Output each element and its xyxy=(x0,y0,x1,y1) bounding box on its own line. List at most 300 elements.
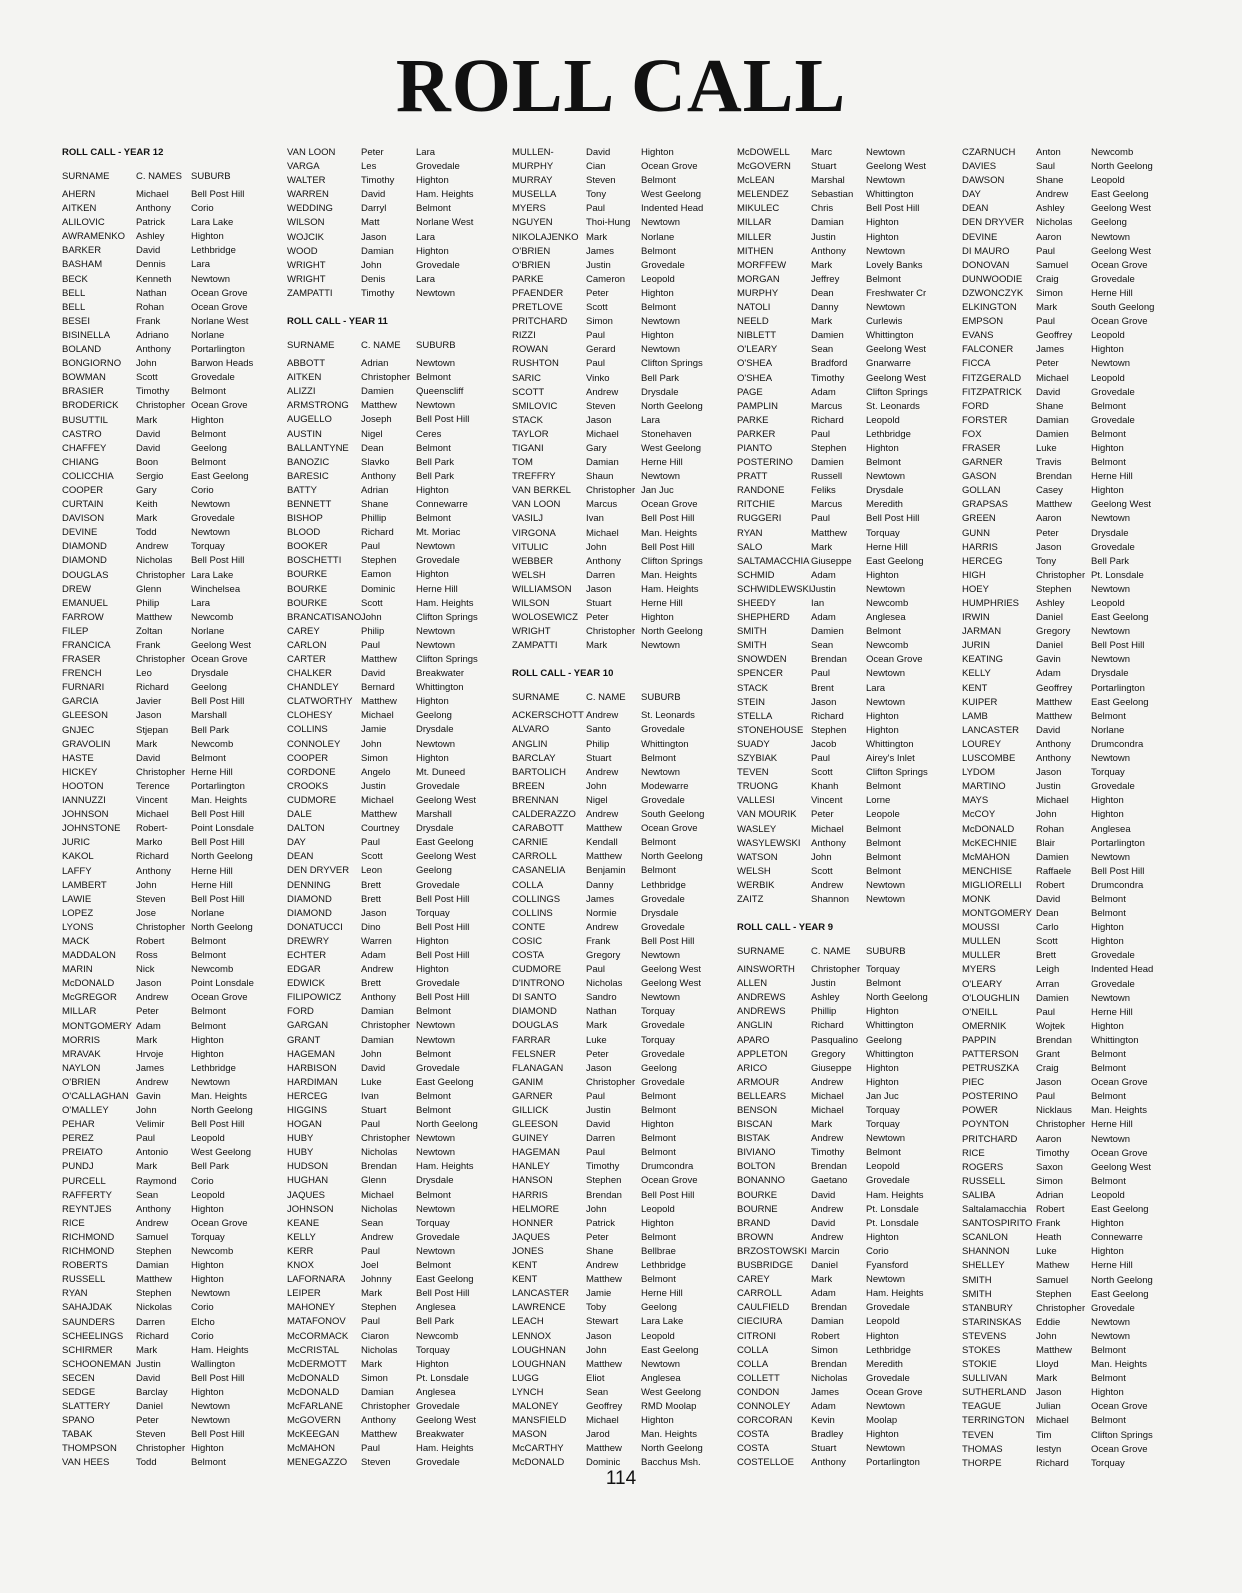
surname: WILSON xyxy=(287,217,325,229)
student-row xyxy=(737,625,901,639)
student-row xyxy=(287,625,456,639)
student-row xyxy=(287,357,456,371)
given-name: Frank xyxy=(586,935,611,947)
given-name: James xyxy=(586,893,614,905)
suburb: Ocean Grove xyxy=(191,992,248,1004)
student-row xyxy=(512,1245,676,1259)
surname: BLOOD xyxy=(287,527,321,539)
student-row xyxy=(62,1372,245,1386)
given-name: Aaron xyxy=(1036,1133,1062,1145)
student-row xyxy=(737,442,899,456)
given-name: Nicholas xyxy=(811,1372,848,1384)
given-name: Damian xyxy=(811,1316,844,1328)
given-name: Daniel xyxy=(1036,612,1063,624)
given-name: Justin xyxy=(361,780,386,792)
surname: JAQUES xyxy=(287,1189,326,1201)
student-row xyxy=(287,611,478,625)
suburb: Belmont xyxy=(1091,710,1126,722)
student-row xyxy=(737,597,909,611)
suburb: Norlane xyxy=(191,907,225,919)
student-row xyxy=(287,1132,456,1146)
suburb: Highton xyxy=(191,1048,224,1060)
given-name: Robert xyxy=(1036,879,1065,891)
surname: NEELD xyxy=(737,316,769,328)
given-name: Saxon xyxy=(1036,1161,1063,1173)
suburb: Newtown xyxy=(191,1401,231,1413)
student-row xyxy=(287,1414,477,1428)
suburb: Lara xyxy=(866,682,886,694)
given-name: Peter xyxy=(586,287,609,299)
suburb: Whittington xyxy=(866,738,914,750)
given-name: Stuart xyxy=(811,1443,837,1455)
surname: POWER xyxy=(962,1105,998,1117)
suburb: Highton xyxy=(191,414,224,426)
student-row xyxy=(512,273,675,287)
surname: JURIC xyxy=(62,837,90,849)
student-row xyxy=(737,1344,911,1358)
section-heading: ROLL CALL - YEAR 11 xyxy=(287,316,388,328)
suburb: Belmont xyxy=(191,950,226,962)
suburb: St. Leonards xyxy=(866,400,920,412)
suburb: Geelong West xyxy=(416,851,477,863)
student-row xyxy=(737,1203,919,1217)
surname: BOLTON xyxy=(737,1161,776,1173)
surname: RUSHTON xyxy=(512,358,559,370)
surname: SZYBIAK xyxy=(737,753,778,765)
surname: SALTAMACCHIA xyxy=(737,555,810,567)
suburb: Fyansford xyxy=(866,1260,909,1272)
student-row xyxy=(62,597,211,611)
given-name: Geoffrey xyxy=(586,1400,623,1412)
given-name: Rohan xyxy=(136,301,164,313)
surname: COLICCHIA xyxy=(62,470,114,482)
given-name: Matthew xyxy=(361,809,397,821)
surname: McCARTHY xyxy=(512,1443,564,1455)
column-headers xyxy=(512,681,681,709)
suburb: Newtown xyxy=(191,527,231,539)
surname: LOUREY xyxy=(962,738,1002,750)
student-row xyxy=(512,879,686,893)
given-name: Christopher xyxy=(361,1133,411,1145)
surname: STELLA xyxy=(737,710,773,722)
suburb: Man. Heights xyxy=(191,1091,247,1102)
student-row xyxy=(287,864,452,878)
given-name: Darren xyxy=(136,1316,166,1328)
surname: McLEAN xyxy=(737,175,775,187)
surname: MRAVAK xyxy=(62,1048,101,1060)
student-row xyxy=(737,315,903,329)
student-row xyxy=(287,442,451,456)
surname: PIANTO xyxy=(737,442,773,454)
given-name: Andrew xyxy=(811,1133,844,1145)
given-name: Christopher xyxy=(136,921,186,933)
suburb: Drumcondra xyxy=(1091,738,1144,750)
student-row xyxy=(62,850,253,864)
suburb: North Geelong xyxy=(191,921,253,933)
student-row xyxy=(737,527,900,541)
suburb: Grovedale xyxy=(1091,781,1135,793)
student-row xyxy=(512,1400,697,1414)
surname: FURNARI xyxy=(62,682,105,694)
student-row xyxy=(287,202,451,216)
given-name: John xyxy=(361,738,382,750)
student-row xyxy=(287,1005,451,1019)
suburb: Highton xyxy=(866,231,899,243)
suburb: Torquay xyxy=(866,1119,900,1131)
given-name: Khanh xyxy=(811,781,839,793)
student-row xyxy=(287,1034,456,1048)
given-name: John xyxy=(586,541,607,553)
surname: McCOY xyxy=(962,809,996,821)
surname: MARIN xyxy=(62,964,93,976)
suburb: Geelong xyxy=(1091,217,1127,229)
surname: SCANLON xyxy=(962,1232,1008,1244)
student-row xyxy=(512,836,676,850)
surname: COSTA xyxy=(737,1443,770,1455)
given-name: Tony xyxy=(1036,555,1057,567)
student-row xyxy=(512,1315,684,1329)
given-name: Steven xyxy=(136,893,166,905)
given-name: Casey xyxy=(1036,485,1063,497)
given-name: Benjamin xyxy=(586,865,626,877)
student-row xyxy=(737,1104,900,1118)
suburb: Newtown xyxy=(641,217,681,229)
given-name: Damien xyxy=(1036,992,1069,1004)
surname: ZAMPATTI xyxy=(512,640,558,652)
surname: MYERS xyxy=(512,203,546,215)
student-row xyxy=(62,301,248,315)
surname: McDERMOTT xyxy=(287,1358,347,1370)
given-name: Kenneth xyxy=(136,273,172,285)
suburb: Grovedale xyxy=(641,921,685,933)
suburb: Belmont xyxy=(641,1274,676,1286)
suburb: Grovedale xyxy=(1091,950,1135,962)
suburb: Highton xyxy=(1091,795,1124,807)
suburb: Belmont xyxy=(191,935,226,947)
surname: BRZOSTOWSKI xyxy=(737,1245,808,1257)
surname: STEIN xyxy=(737,696,765,708)
surname: KELLY xyxy=(962,668,991,680)
surname: McMAHON xyxy=(962,851,1011,863)
given-name: Johnny xyxy=(361,1274,392,1286)
surname: SHEPHERD xyxy=(737,612,790,624)
suburb: Belmont xyxy=(641,1147,676,1159)
surname: VAN LOON xyxy=(287,147,336,158)
given-name: Frank xyxy=(136,640,161,651)
suburb: Bell Park xyxy=(416,1316,455,1328)
surname: McKEEGAN xyxy=(287,1429,340,1441)
student-row xyxy=(287,399,456,413)
given-name: Iestyn xyxy=(1036,1443,1062,1455)
surname: WOJCIK xyxy=(287,231,324,243)
surname: FICCA xyxy=(962,358,991,370)
suburb: Man. Heights xyxy=(641,569,697,581)
given-name: Antonio xyxy=(136,1147,169,1159)
suburb: Newtown xyxy=(1091,1316,1131,1328)
suburb: Newtown xyxy=(641,471,681,483)
student-row xyxy=(287,1287,470,1301)
suburb: Grovedale xyxy=(866,1175,910,1187)
surname: O'SHEA xyxy=(737,358,773,370)
surname: HOOTON xyxy=(62,780,104,792)
given-name: Paul xyxy=(811,428,831,440)
surname: SEDGE xyxy=(62,1386,96,1398)
student-row xyxy=(62,188,245,202)
student-row xyxy=(512,794,685,808)
surname: BOURKE xyxy=(287,569,328,581)
surname: GREEN xyxy=(962,513,996,525)
student-row xyxy=(512,202,704,216)
given-name: Barclay xyxy=(136,1386,168,1398)
given-name: Dean xyxy=(811,287,834,299)
suburb: Leopold xyxy=(866,1316,900,1328)
student-row xyxy=(737,357,911,371)
surname: LUSCOMBE xyxy=(962,753,1016,765)
surname: WEBBER xyxy=(512,555,554,567)
student-row xyxy=(512,470,681,484)
surname: MOUSSI xyxy=(962,922,1000,934)
student-row xyxy=(512,343,681,357)
given-name: Bradford xyxy=(811,358,848,370)
given-name: Brett xyxy=(361,893,382,905)
suburb: Bell Post Hill xyxy=(416,1288,470,1300)
given-name: Adam xyxy=(1036,668,1061,680)
given-name: Damien xyxy=(811,626,844,638)
given-name: Stephen xyxy=(811,724,847,736)
given-name: Frank xyxy=(1036,1218,1061,1230)
suburb: Bell Post Hill xyxy=(416,992,470,1004)
suburb: Ceres xyxy=(416,428,442,440)
suburb: North Geelong xyxy=(641,400,703,412)
surname: PARKE xyxy=(737,414,769,426)
student-row xyxy=(512,991,681,1005)
student-row xyxy=(287,921,470,935)
given-name: Bernard xyxy=(361,682,395,694)
surname: THOMPSON xyxy=(62,1443,117,1455)
given-name: Sean xyxy=(136,1189,159,1201)
surname: COOPER xyxy=(287,752,329,764)
given-name: Stephen xyxy=(136,1288,172,1300)
surname: HAGEMAN xyxy=(287,1048,336,1060)
surname: BOLAND xyxy=(62,344,102,356)
surname: LEACH xyxy=(512,1316,544,1328)
given-name: Daniel xyxy=(1036,640,1063,652)
given-name: Damien xyxy=(811,330,844,342)
surname: KENT xyxy=(962,682,988,694)
surname: COLLINS xyxy=(512,907,553,919)
surname: EDWICK xyxy=(287,978,325,990)
surname: BARCLAY xyxy=(512,752,556,764)
suburb: Grovedale xyxy=(416,1400,460,1412)
student-row xyxy=(287,568,449,582)
student-row xyxy=(512,893,685,907)
surname: FARRAR xyxy=(512,1034,551,1046)
suburb: Leopold xyxy=(1091,330,1125,342)
suburb: Breakwater xyxy=(416,1429,465,1441)
suburb: Grovedale xyxy=(416,1457,460,1469)
student-row xyxy=(287,146,436,160)
surname: BOURNE xyxy=(737,1203,778,1215)
given-name: John xyxy=(361,259,382,271)
student-row xyxy=(512,400,703,414)
given-name: Angelo xyxy=(361,766,391,778)
suburb: Mt. Moriac xyxy=(416,527,461,539)
column-headers xyxy=(62,160,231,188)
student-row xyxy=(287,526,461,540)
surname: O'BRIEN xyxy=(62,1076,101,1088)
given-name: Mark xyxy=(136,1034,158,1046)
suburb: Herne Hill xyxy=(641,1288,683,1300)
given-name: Marc xyxy=(811,147,833,158)
suburb: North Geelong xyxy=(416,1119,478,1131)
given-name: Paul xyxy=(586,358,606,370)
surname: MAYS xyxy=(962,795,989,807)
student-row xyxy=(287,1245,456,1259)
surname-header: SURNAME xyxy=(62,171,110,182)
surname: Saltalamacchia xyxy=(962,1204,1027,1216)
given-name: Nickolas xyxy=(136,1302,172,1314)
suburb: Newtown xyxy=(416,639,456,651)
surname: MONK xyxy=(962,893,991,905)
surname: BASHAM xyxy=(62,259,103,271)
student-row xyxy=(512,188,702,202)
student-row xyxy=(737,1414,898,1428)
surname: DONATUCCI xyxy=(287,921,343,933)
suburb: Newtown xyxy=(641,1358,681,1370)
surname: COLLA xyxy=(737,1358,769,1370)
suburb: Point Lonsdale xyxy=(191,978,254,990)
student-row xyxy=(287,1259,451,1273)
given-name: Andrew xyxy=(1036,189,1069,201)
student-row xyxy=(512,1019,685,1033)
student-row xyxy=(62,695,245,709)
surname: DI SANTO xyxy=(512,992,557,1004)
given-name: Dennis xyxy=(136,259,166,271)
given-name: Aaron xyxy=(1036,231,1062,243)
suburb: Drysdale xyxy=(416,823,454,835)
suburb: Belmont xyxy=(191,1006,226,1018)
suburb: Geelong West xyxy=(1091,245,1152,257)
suburb: Ham. Heights xyxy=(416,1443,474,1455)
student-row xyxy=(287,470,455,484)
suburb: East Geelong xyxy=(1091,696,1149,708)
suburb: Grovedale xyxy=(1091,1302,1135,1314)
suburb: Belmont xyxy=(866,781,901,793)
section-heading: ROLL CALL - YEAR 12 xyxy=(62,147,164,158)
student-row xyxy=(737,414,900,428)
surname: DI MAURO xyxy=(962,245,1010,257)
suburb: Newtown xyxy=(416,1133,456,1145)
given-name: Jason xyxy=(1036,541,1062,553)
student-row xyxy=(62,709,227,723)
suburb: Bell Post Hill xyxy=(641,1189,695,1201)
given-name: David xyxy=(136,245,161,257)
student-row xyxy=(737,1273,906,1287)
suburb: Ocean Grove xyxy=(1091,1147,1148,1159)
student-row xyxy=(62,752,226,766)
surname: SALIBA xyxy=(962,1189,996,1201)
student-row xyxy=(62,1428,245,1442)
given-name: Ivan xyxy=(586,513,604,525)
student-row xyxy=(737,329,914,343)
suburb: Newtown xyxy=(416,625,456,637)
surname: ELKINGTON xyxy=(962,302,1017,314)
surname: BARKER xyxy=(62,245,102,257)
student-row xyxy=(287,1301,456,1315)
suburb: North Geelong xyxy=(1091,161,1153,173)
suburb: RMD Moolap xyxy=(641,1400,697,1412)
student-row xyxy=(287,1344,450,1358)
surname: MITHEN xyxy=(737,245,774,257)
student-row xyxy=(62,766,233,780)
given-name: Michael xyxy=(136,189,169,200)
surname: AWRAMENKO xyxy=(62,231,125,243)
suburb: Grovedale xyxy=(416,978,460,990)
surname: FLANAGAN xyxy=(512,1062,564,1074)
student-row xyxy=(512,808,705,822)
student-row xyxy=(62,385,226,399)
surname: MENCHISE xyxy=(962,865,1013,877)
given-name: Sean xyxy=(586,1386,609,1398)
given-name: Peter xyxy=(136,1006,159,1018)
given-name: Danny xyxy=(586,879,614,891)
suburb: Stonehaven xyxy=(641,428,692,440)
suburb: Highton xyxy=(641,612,674,624)
given-name: Craig xyxy=(1036,273,1059,285)
given-name: Michael xyxy=(811,823,844,835)
surname: HERCEG xyxy=(962,555,1003,567)
suburb: St. Leonards xyxy=(641,710,695,722)
given-name: Ashley xyxy=(811,992,840,1004)
surname: HELMORE xyxy=(512,1203,559,1215)
suburb: Geelong West xyxy=(191,640,252,651)
student-row xyxy=(512,498,698,512)
suburb: Ocean Grove xyxy=(191,654,248,666)
suburb: Jan Juc xyxy=(641,485,674,497)
student-row xyxy=(287,667,465,681)
given-name: Tim xyxy=(1036,1429,1052,1441)
section-spacer xyxy=(287,301,388,315)
given-name: Timothy xyxy=(361,287,395,299)
student-row xyxy=(287,245,449,259)
given-name: Matthew xyxy=(586,823,622,835)
surname: BOSCHETTI xyxy=(287,555,342,567)
suburb: Bell Post Hill xyxy=(416,893,470,905)
given-name: Sergio xyxy=(136,470,164,482)
suburb: Belmont xyxy=(191,456,226,468)
surname: EMPSON xyxy=(962,316,1004,328)
surname: JOHNSON xyxy=(62,809,109,821)
surname: BIVIANO xyxy=(737,1147,776,1159)
suburb: Man. Heights xyxy=(641,1429,697,1441)
student-row xyxy=(62,822,254,836)
surname: CROOKS xyxy=(287,780,329,792)
given-name: Jason xyxy=(1036,1387,1062,1399)
given-name: Brendan xyxy=(811,1358,847,1370)
suburb: Connewarre xyxy=(416,498,468,510)
surname: HUBY xyxy=(287,1147,314,1159)
given-name: Eamon xyxy=(361,569,392,581)
given-name: Robert xyxy=(1036,1204,1065,1216)
given-name: Matthew xyxy=(1036,1344,1072,1356)
surname: BANOZIC xyxy=(287,456,330,468)
suburb: Newtown xyxy=(866,893,906,905)
suburb: Geelong xyxy=(641,1062,677,1074)
student-row xyxy=(287,1372,469,1386)
section-heading: ROLL CALL - YEAR 9 xyxy=(737,922,834,934)
surname: DAY xyxy=(962,189,981,201)
given-name: Brendan xyxy=(1036,1034,1072,1046)
